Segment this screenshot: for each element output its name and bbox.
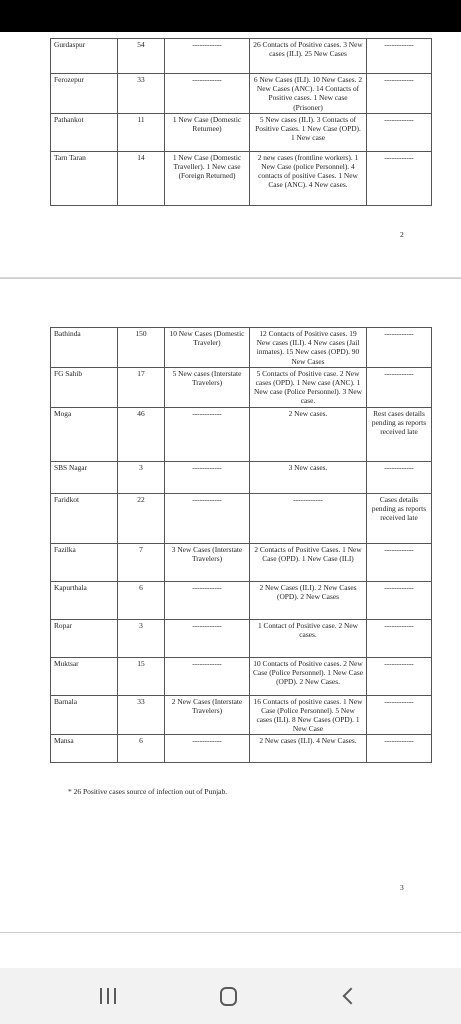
remarks-cell: ------------ xyxy=(367,695,432,735)
remarks-cell: ------------ xyxy=(367,543,432,581)
district-cell: Ropar xyxy=(51,619,118,657)
district-cell: Bathinda xyxy=(51,328,118,368)
table-row xyxy=(51,461,432,493)
details-cell: 26 Contacts of Positive cases. 3 New cases (ILI). 25 New Cases xyxy=(250,39,367,74)
details-cell: 2 New cases. xyxy=(250,407,367,461)
navigation-bar xyxy=(0,968,461,1024)
table-row xyxy=(51,113,432,151)
remarks-cell: Cases details pending as reports received late xyxy=(367,493,432,543)
table-row xyxy=(51,543,432,581)
count-cell: 33 xyxy=(118,695,165,735)
details-cell: 10 Contacts of Positive cases. 2 New Case (Police Personnel). 1 New Case (OPD). 2 New Cases. xyxy=(250,657,367,695)
count-cell: 14 xyxy=(118,151,165,205)
district-cell: Pathankot xyxy=(51,113,118,151)
details-cell: 6 New Cases (ILI). 10 New Cases. 2 New Cases (ANC). 14 Contacts of Positive cases. 1 New case (Prisoner) xyxy=(250,74,367,114)
back-icon xyxy=(343,988,360,1005)
remarks-cell: ------------ xyxy=(367,619,432,657)
source-cell: ------------ xyxy=(165,74,250,114)
document-page-3 xyxy=(0,278,461,935)
count-cell: 54 xyxy=(118,39,165,74)
source-cell: 1 New Case (Domestic Traveller). 1 New case (Foreign Returned) xyxy=(165,151,250,205)
remarks-cell: ------------ xyxy=(367,657,432,695)
details-cell: 2 New Cases (ILI). 2 New Cases (OPD). 2 New Cases xyxy=(250,581,367,619)
status-bar xyxy=(0,0,461,32)
source-cell: ------------ xyxy=(165,407,250,461)
page-number: 3 xyxy=(400,883,404,892)
table-row xyxy=(51,657,432,695)
remarks-cell: ------------ xyxy=(367,735,432,763)
remarks-cell: ------------ xyxy=(367,74,432,114)
source-cell: 3 New Cases (Interstate Travelers) xyxy=(165,543,250,581)
back-button[interactable] xyxy=(318,982,378,1010)
details-cell: ------------ xyxy=(250,493,367,543)
count-cell: 6 xyxy=(118,735,165,763)
district-cell: Barnala xyxy=(51,695,118,735)
source-cell: 1 New Case (Domestic Returnee) xyxy=(165,113,250,151)
count-cell: 3 xyxy=(118,619,165,657)
table-row xyxy=(51,151,432,205)
count-cell: 7 xyxy=(118,543,165,581)
table-row xyxy=(51,367,432,407)
district-cell: Mansa xyxy=(51,735,118,763)
district-cell: Ferozepur xyxy=(51,74,118,114)
recents-icon-bar xyxy=(107,988,109,1004)
remarks-cell: ------------ xyxy=(367,113,432,151)
remarks-cell: ------------ xyxy=(367,39,432,74)
details-cell: 1 Contact of Positive case. 2 New cases. xyxy=(250,619,367,657)
district-cell: SBS Nagar xyxy=(51,461,118,493)
source-cell: ------------ xyxy=(165,657,250,695)
recents-button[interactable] xyxy=(78,982,138,1010)
source-cell: 5 New cases (Interstate Travelers) xyxy=(165,367,250,407)
details-cell: 5 Contacts of Positive case. 2 New cases (OPD). 1 New case (ANC). 1 New case (Police Personnel). 3 New case. xyxy=(250,367,367,407)
count-cell: 3 xyxy=(118,461,165,493)
details-cell: 2 New cases (ILI). 4 New Cases. xyxy=(250,735,367,763)
district-cell: Gurdaspur xyxy=(51,39,118,74)
details-cell: 2 Contacts of Positive Cases. 1 New Case (OPD). 1 New Case (ILI) xyxy=(250,543,367,581)
table-row xyxy=(51,695,432,735)
document-page-2 xyxy=(0,32,461,278)
footnote: * 26 Positive cases source of infection out of Punjab. xyxy=(68,787,228,796)
district-cell: Moga xyxy=(51,407,118,461)
remarks-cell: ------------ xyxy=(367,328,432,368)
source-cell: 10 New Cases (Domestic Traveler) xyxy=(165,328,250,368)
count-cell: 6 xyxy=(118,581,165,619)
count-cell: 15 xyxy=(118,657,165,695)
table-row xyxy=(51,735,432,763)
district-cell: Fazilka xyxy=(51,543,118,581)
cases-table-page-3 xyxy=(50,327,432,763)
remarks-cell: ------------ xyxy=(367,461,432,493)
cases-table-page-2 xyxy=(50,38,432,206)
district-cell: Faridkot xyxy=(51,493,118,543)
home-icon xyxy=(220,987,237,1006)
count-cell: 33 xyxy=(118,74,165,114)
table-row xyxy=(51,39,432,74)
details-cell: 12 Contacts of Positive cases. 19 New cases (ILI). 4 New cases (Jail inmates). 15 New cases (OPD). 90 New Cases xyxy=(250,328,367,368)
table-row xyxy=(51,619,432,657)
source-cell: ------------ xyxy=(165,619,250,657)
source-cell: ------------ xyxy=(165,39,250,74)
details-cell: 16 Contacts of positive cases. 1 New Case (Police Personnel). 5 New cases (ILI). 8 New Cases (OPD). 1 New Case xyxy=(250,695,367,735)
recents-icon-bar xyxy=(114,988,116,1004)
source-cell: ------------ xyxy=(165,493,250,543)
source-cell: ------------ xyxy=(165,581,250,619)
count-cell: 11 xyxy=(118,113,165,151)
table-row xyxy=(51,328,432,368)
district-cell: Kapurthala xyxy=(51,581,118,619)
remarks-cell: ------------ xyxy=(367,367,432,407)
table-row xyxy=(51,493,432,543)
remarks-cell: ------------ xyxy=(367,581,432,619)
recents-icon xyxy=(100,988,102,1004)
district-cell: Muktsar xyxy=(51,657,118,695)
table-row xyxy=(51,74,432,114)
count-cell: 46 xyxy=(118,407,165,461)
page-number: 2 xyxy=(400,230,404,239)
home-button[interactable] xyxy=(198,982,258,1010)
details-cell: 3 New cases. xyxy=(250,461,367,493)
page-separator xyxy=(0,932,461,933)
table-row xyxy=(51,407,432,461)
remarks-cell: Rest cases details pending as reports received late xyxy=(367,407,432,461)
district-cell: FG Sahib xyxy=(51,367,118,407)
source-cell: 2 New Cases (Interstate Travelers) xyxy=(165,695,250,735)
table-row xyxy=(51,581,432,619)
count-cell: 17 xyxy=(118,367,165,407)
source-cell: ------------ xyxy=(165,461,250,493)
details-cell: 5 New cases (ILI). 3 Contacts of Positive Cases. 1 New Case (OPD). 1 New case xyxy=(250,113,367,151)
count-cell: 22 xyxy=(118,493,165,543)
district-cell: Tarn Taran xyxy=(51,151,118,205)
remarks-cell: ------------ xyxy=(367,151,432,205)
count-cell: 150 xyxy=(118,328,165,368)
source-cell: ------------ xyxy=(165,735,250,763)
details-cell: 2 new cases (frontline workers). 1 New Case (police Personnel). 4 contacts of positive Cases. 1 New Case (ANC). 4 New cases. xyxy=(250,151,367,205)
